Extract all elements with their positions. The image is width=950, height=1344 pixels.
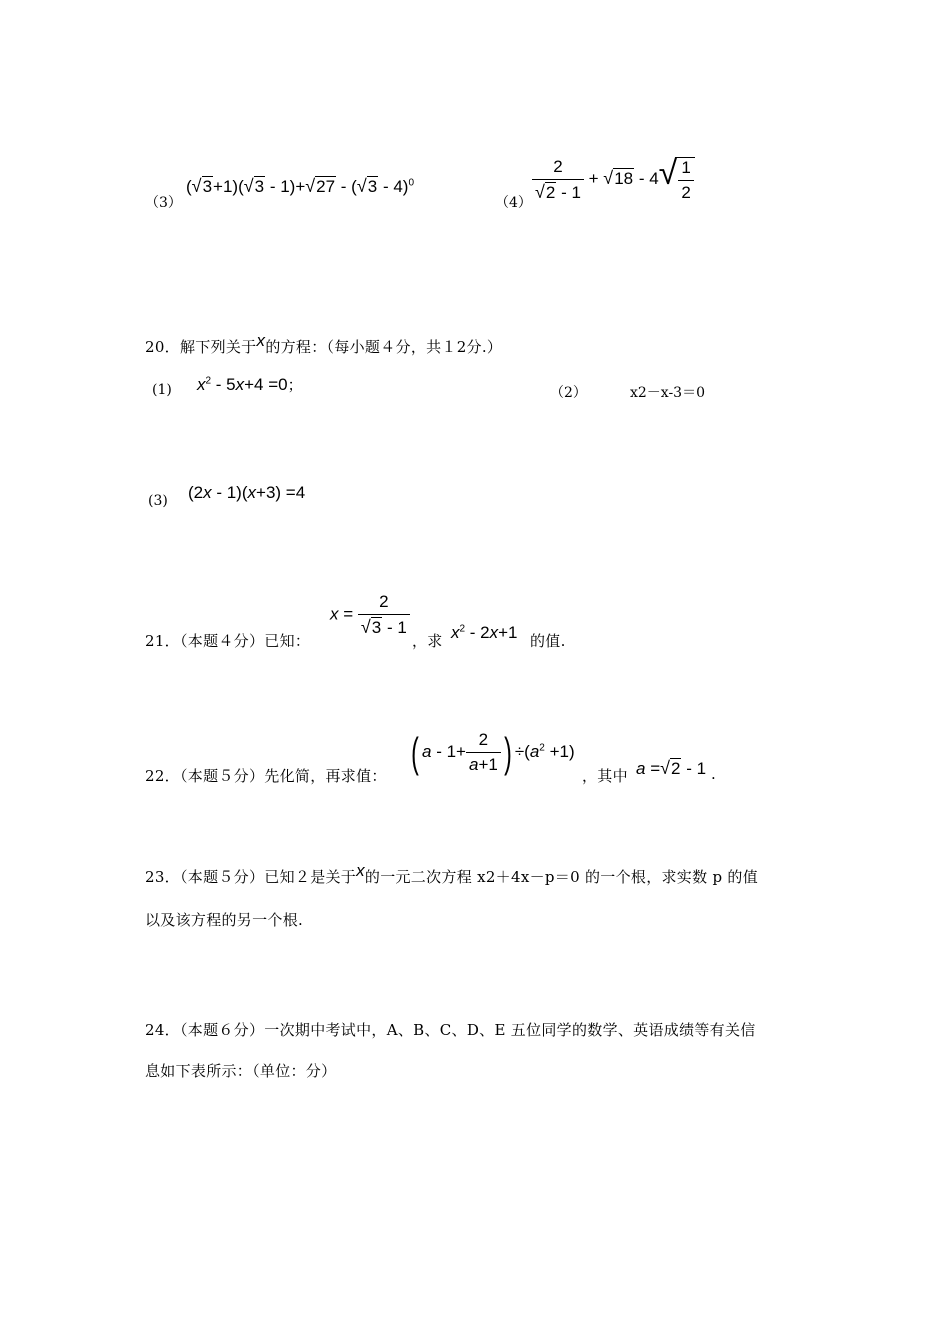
- q21-expression: $x^2 - 2x+1$: [451, 623, 518, 642]
- q23-line2: 以及该方程的另一个根.: [145, 911, 304, 929]
- q22-mid: ，其中: [582, 767, 628, 785]
- q22-expression: ( a - 1+ $\frac{2}{a+1}$ ) $\div(a^2 +1)$: [411, 728, 575, 776]
- q19-part3-label: （3）: [145, 195, 182, 211]
- q21-lead: 21．（本题４分）已知：: [145, 632, 311, 650]
- q21-tail: 的值.: [530, 632, 566, 650]
- q20-part3-label: (3): [148, 493, 168, 509]
- q22-lead: 22．（本题５分）先化简，再求值：: [145, 767, 387, 785]
- q20-heading: 20．解下列关于x的方程：（每小题４分，共１2分.）: [145, 331, 503, 356]
- q21-x-definition: x = $\frac{2}{√3 - 1}$: [330, 592, 410, 638]
- q23-line1: 23．（本题５分）已知２是关于x的一元二次方程 x2＋4x－p＝0 的一个根，求实数 p 的值: [145, 861, 759, 886]
- q19-part3-expression: (√3+1)(√3 - 1)+√27 - (√3 - 4)$^0$: [186, 176, 415, 196]
- q20-part2-equation: x2－x-3＝0: [630, 385, 705, 401]
- q20-part1-equation: $x^2 - 5x+4 =0$；: [197, 375, 303, 394]
- q22-tail: .: [711, 765, 717, 783]
- q20-part2-label: （2）: [550, 385, 587, 401]
- q19-part4-label: （4）: [495, 195, 532, 211]
- q24-line1: 24．（本题６分）一次期中考试中，A、B、C、D、E 五位同学的数学、英语成绩等有关信: [145, 1021, 756, 1039]
- q22-a-value: a =√2 - 1: [636, 758, 707, 778]
- q24-line2: 息如下表所示：（单位：分）: [145, 1062, 337, 1080]
- q19-part4-expression: $\frac{2}{√2 - 1}$ + √18 - 4√ $\frac{1}{2}$: [532, 154, 695, 203]
- q21-mid: ，求: [412, 632, 443, 650]
- q20-part3-equation: (2x - 1)(x+3) =4: [188, 483, 306, 502]
- q20-part1-label: (1): [152, 382, 172, 398]
